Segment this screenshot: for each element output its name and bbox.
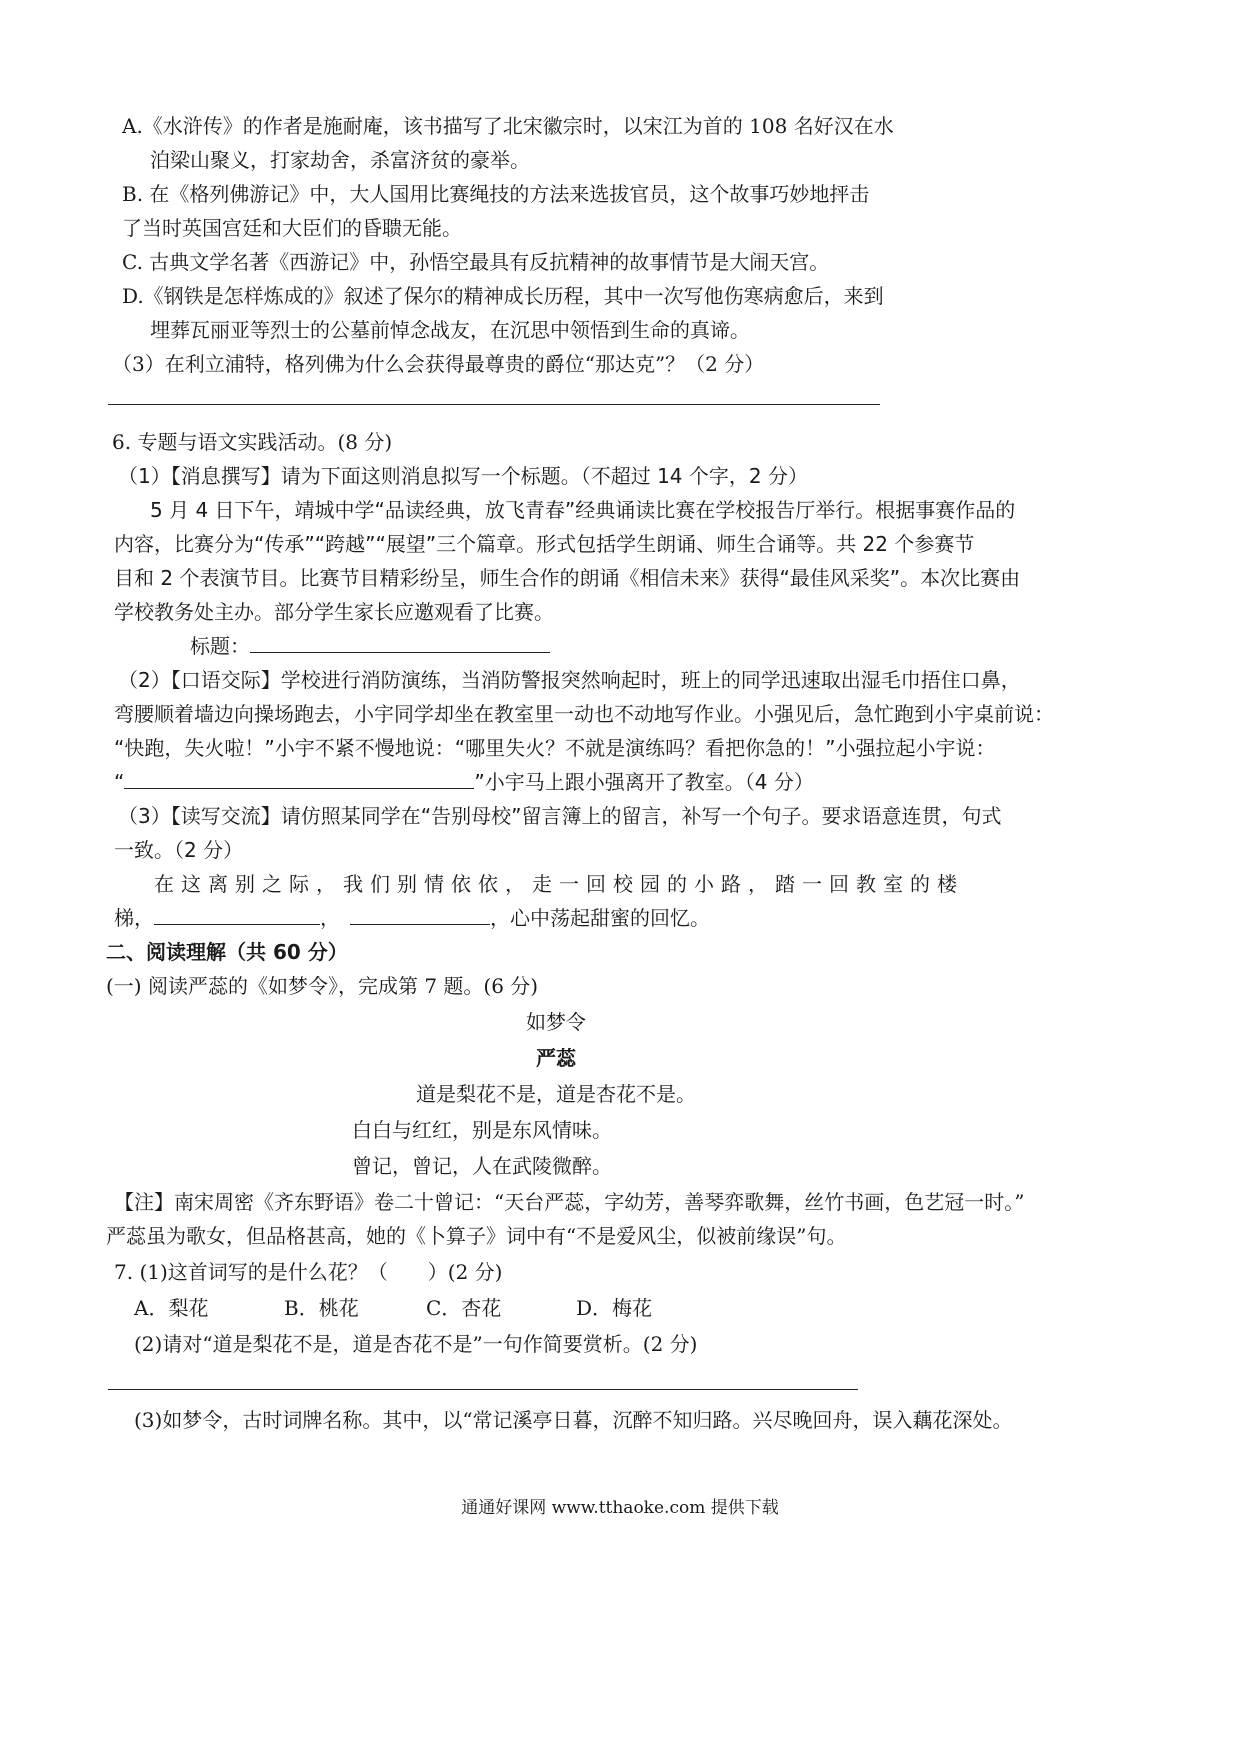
question-6-2-line2: 弯腰顺着墙边向操场跑去，小宇同学却坐在教室里一动也不动地写作业。小强见后，急忙跑到小宇桌前说： xyxy=(114,702,1054,726)
footer-source: 通通好课网 www.tthaoke.com 提供下载 xyxy=(461,1498,779,1518)
question-6-2-line1: （2）【口语交际】学校进行消防演练，当消防警报突然响起时，班上的同学迅速取出湿毛巾捂住口鼻， xyxy=(118,668,1021,692)
poem-author: 严蕊 xyxy=(536,1046,576,1070)
news-line-3: 目和 2 个表演节目。比赛节目精彩纷呈，师生合作的朗诵《相信未来》获得“最佳风采奖”。本次比赛由 xyxy=(114,566,1021,590)
section-heading: 二、阅读理解（共 60 分） xyxy=(106,940,348,964)
title-blank[interactable] xyxy=(250,632,550,653)
answer-line-q7 xyxy=(108,1389,858,1390)
question-6-3-line1: （3）【读写交流】请仿照某同学在“告别母校”留言簿上的留言，补写一个句子。要求语意连贯，句式 xyxy=(118,804,1002,828)
note-line-2: 严蕊虽为歌女，但品格甚高，她的《卜算子》词中有“不是爱风尘，似被前缘误”句。 xyxy=(106,1224,847,1248)
ending-text: ，心中荡起甜蜜的回忆。 xyxy=(490,906,710,930)
blank-2[interactable] xyxy=(350,904,490,925)
dialogue-blank[interactable] xyxy=(124,768,474,789)
quote-close: ”小宇马上跟小强离开了教室。（4 分） xyxy=(474,770,814,794)
question-7-3: (3)如梦令，古时词牌名称。其中，以“常记溪亭日暮，沉醉不知归路。兴尽晚回舟，误入藕花深处。 xyxy=(134,1408,1013,1432)
question-6-title: 6. 专题与语文实践活动。(8 分) xyxy=(112,430,393,454)
question-6-2-line4 xyxy=(114,768,814,796)
poem-title: 如梦令 xyxy=(526,1010,586,1034)
comma: ， xyxy=(320,906,340,930)
poem-line-1: 道是梨花不是，道是杏花不是。 xyxy=(416,1082,696,1106)
option-a-line2: 泊梁山聚义，打家劫舍，杀富济贫的豪举。 xyxy=(150,148,530,172)
answer-line xyxy=(108,404,880,405)
stairs-text: 梯， xyxy=(114,906,154,930)
question-7-2: (2)请对“道是梨花不是，道是杏花不是”一句作简要赏析。(2 分) xyxy=(134,1332,698,1356)
option-a-line1: A.《水浒传》的作者是施耐庵，该书描写了北宋徽宗时，以宋江为首的 108 名好汉在水 xyxy=(122,114,894,138)
question-6-3-line3: 在这离别之际，我们别情依依，走一回校园的小路，踏一回教室的楼 xyxy=(154,872,964,896)
question-6-2-line3: “快跑，失火啦！”小宇不紧不慢地说：“哪里失火？不就是演练吗？看把你急的！”小强拉起小宇说： xyxy=(114,736,996,760)
option-b-line1: B. 在《格列佛游记》中，大人国用比赛绳技的方法来选拔官员，这个故事巧妙地抨击 xyxy=(122,182,870,206)
q7-option-d: D．梅花 xyxy=(576,1296,653,1320)
reading-1-intro: (一) 阅读严蕊的《如梦令》，完成第 7 题。(6 分) xyxy=(106,974,539,998)
q7-option-c: C．杏花 xyxy=(426,1296,502,1320)
blank-1[interactable] xyxy=(154,904,320,925)
question-7-1: 7. (1)这首词写的是什么花？（ ）(2 分) xyxy=(114,1260,503,1284)
option-b-line2: 了当时英国宫廷和大臣们的昏聩无能。 xyxy=(122,216,462,240)
news-line-4: 学校教务处主办。部分学生家长应邀观看了比赛。 xyxy=(114,600,554,624)
question-6-3-line4 xyxy=(114,904,710,932)
q7-option-a: A．梨花 xyxy=(134,1296,209,1320)
question-6-1-prompt: （1）【消息撰写】请为下面这则消息拟写一个标题。（不超过 14 个字，2 分） xyxy=(118,464,808,488)
title-answer-row xyxy=(190,632,550,660)
poem-line-3: 曾记，曾记，人在武陵微醉。 xyxy=(352,1154,612,1178)
question-5-3: （3）在利立浦特，格列佛为什么会获得最尊贵的爵位“那达克”？（2 分） xyxy=(112,352,765,376)
news-line-1: 5 月 4 日下午，靖城中学“品读经典，放飞青春”经典诵读比赛在学校报告厅举行。根据事赛作品的 xyxy=(150,498,1016,522)
quote-open: “ xyxy=(114,770,125,794)
option-c-line1: C. 古典文学名著《西游记》中，孙悟空最具有反抗精神的故事情节是大闹天宫。 xyxy=(122,250,830,274)
option-d-line1: D.《钢铁是怎样炼成的》叙述了保尔的精神成长历程，其中一次写他伤寒病愈后，来到 xyxy=(122,284,884,308)
option-d-line2: 埋葬瓦丽亚等烈士的公墓前悼念战友，在沉思中领悟到生命的真谛。 xyxy=(150,318,750,342)
q7-option-b: B．桃花 xyxy=(284,1296,359,1320)
question-6-3-line2: 一致。（2 分） xyxy=(114,838,244,862)
poem-line-2: 白白与红红，别是东风情味。 xyxy=(352,1118,612,1142)
news-line-2: 内容，比赛分为“传承”“跨越”“展望”三个篇章。形式包括学生朗诵、师生合诵等。共 22 个参赛节 xyxy=(114,532,975,556)
title-label: 标题： xyxy=(190,634,250,658)
note-line-1: 【注】南宋周密《齐东野语》卷二十曾记：“天台严蕊，字幼芳，善琴弈歌舞，丝竹书画，色艺冠一时。” xyxy=(114,1190,1025,1214)
